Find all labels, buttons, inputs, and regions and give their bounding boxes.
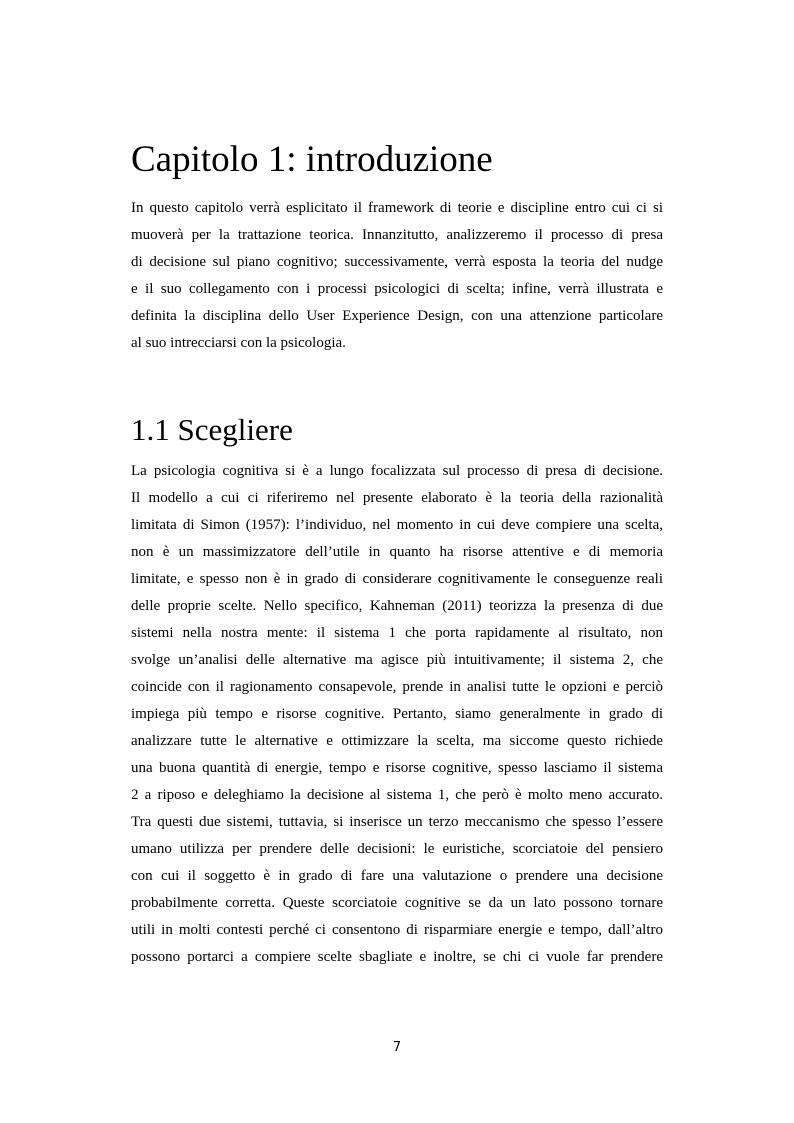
chapter-title: Capitolo 1: introduzione (131, 139, 493, 180)
paragraph-line: muoverà per la trattazione teorica. Innanzitutto, analizzeremo il processo di presa (131, 227, 663, 243)
paragraph-line: La psicologia cognitiva si è a lungo focalizzata sul processo di presa di decisione. (131, 463, 663, 479)
paragraph-line: probabilmente corretta. Queste scorciatoie cognitive se da un lato possono tornare (131, 895, 663, 911)
paragraph-line: analizzare tutte le alternative e ottimizzare la scelta, ma siccome questo richiede (131, 733, 663, 749)
paragraph-line: Tra questi due sistemi, tuttavia, si inserisce un terzo meccanismo che spesso l’essere (131, 814, 663, 830)
section-title: 1.1 Scegliere (131, 412, 293, 447)
paragraph-line: utili in molti contesti perché ci consentono di risparmiare energie e tempo, dall’altro (131, 922, 663, 938)
paragraph-line: impiega più tempo e risorse cognitive. Pertanto, siamo generalmente in grado di (131, 706, 663, 722)
paragraph-line: sistemi nella nostra mente: il sistema 1 che porta rapidamente al risultato, non (131, 625, 663, 641)
paragraph-line: Il modello a cui ci riferiremo nel presente elaborato è la teoria della razionalità (131, 490, 663, 506)
paragraph-line: In questo capitolo verrà esplicitato il framework di teorie e discipline entro cui ci si (131, 200, 663, 216)
paragraph-line: 2 a riposo e deleghiamo la decisione al sistema 1, che però è molto meno accurato. (131, 787, 663, 803)
paragraph-line: di decisione sul piano cognitivo; successivamente, verrà esposta la teoria del nudge (131, 254, 663, 270)
section-paragraph (131, 458, 663, 971)
paragraph-line: definita la disciplina dello User Experience Design, con una attenzione particolare (131, 308, 663, 324)
paragraph-line: e il suo collegamento con i processi psicologici di scelta; infine, verrà illustrata e (131, 281, 663, 297)
paragraph-line: una buona quantità di energie, tempo e risorse cognitive, spesso lasciamo il sistema (131, 760, 663, 776)
paragraph-line: al suo intrecciarsi con la psicologia. (131, 335, 346, 351)
paragraph-line: non è un massimizzatore dell’utile in quanto ha risorse attentive e di memoria (131, 544, 663, 560)
paragraph-line: limitate, e spesso non è in grado di considerare cognitivamente le conseguenze reali (131, 571, 663, 587)
paragraph-line: delle proprie scelte. Nello specifico, Kahneman (2011) teorizza la presenza di due (131, 598, 663, 614)
paragraph-line: svolge un’analisi delle alternative ma agisce più intuitivamente; il sistema 2, che (131, 652, 663, 668)
paragraph-line: umano utilizza per prendere delle decisioni: le euristiche, scorciatoie del pensiero (131, 841, 663, 857)
paragraph-line: con cui il soggetto è in grado di fare una valutazione o prendere una decisione (131, 868, 663, 884)
intro-paragraph (131, 195, 663, 357)
paragraph-line: coincide con il ragionamento consapevole, prende in analisi tutte le opzioni e perciò (131, 679, 663, 695)
paragraph-line: possono portarci a compiere scelte sbagliate e inoltre, se chi ci vuole far prendere (131, 949, 663, 965)
page-number: 7 (392, 1040, 402, 1055)
paragraph-line: limitata di Simon (1957): l’individuo, nel momento in cui deve compiere una scelta, (131, 517, 663, 533)
